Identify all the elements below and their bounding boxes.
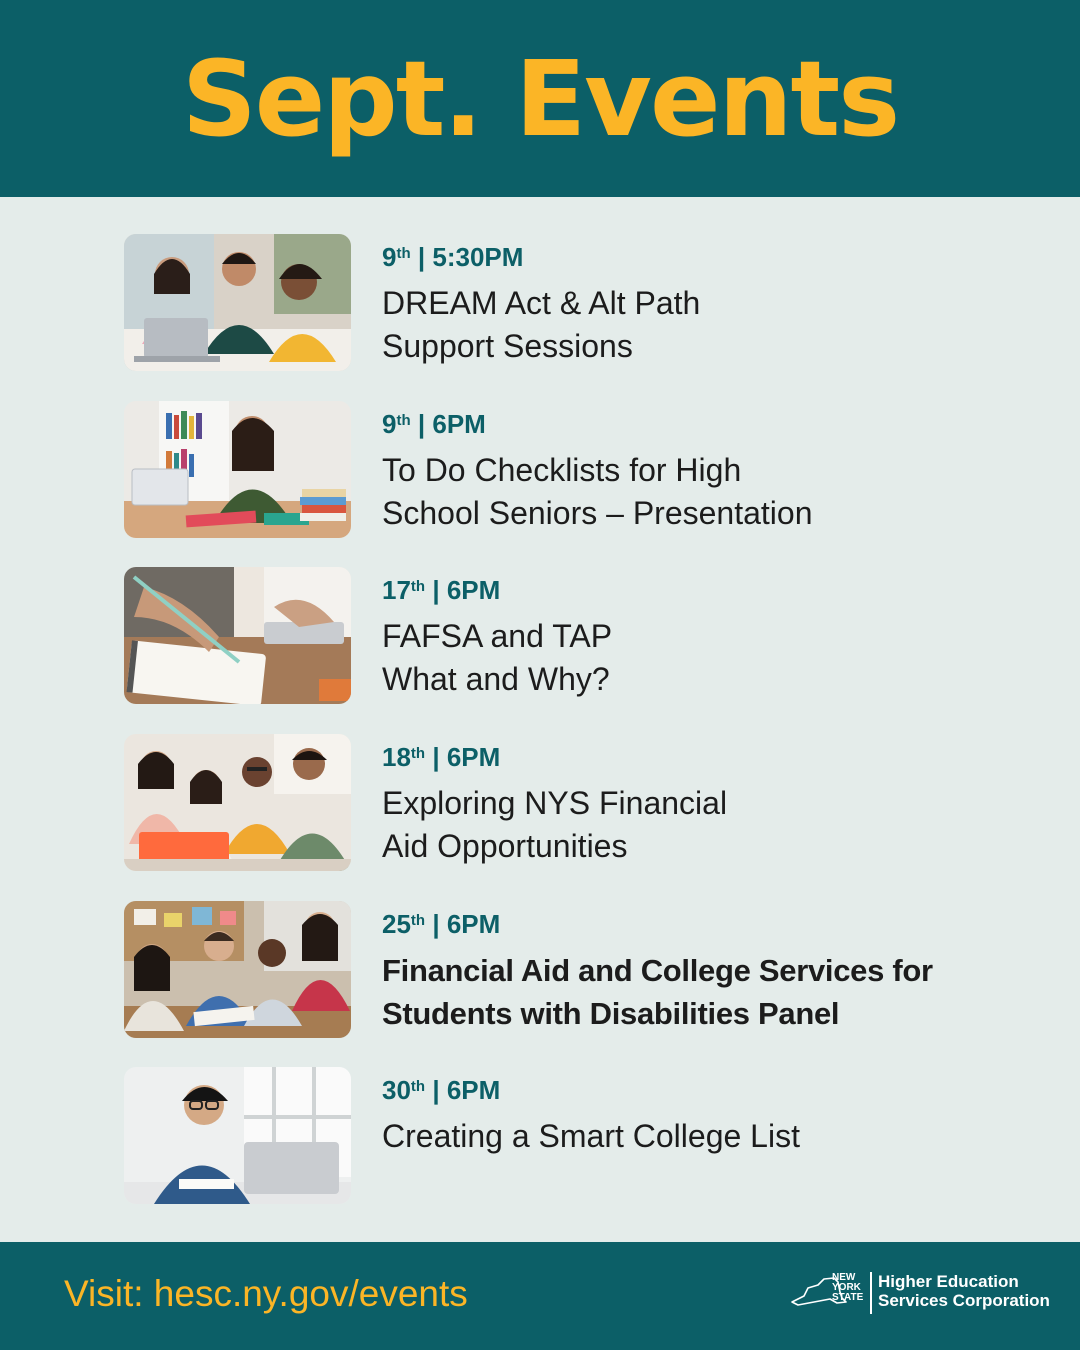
header-banner	[0, 0, 1080, 197]
event-photo-student-writing	[124, 401, 351, 538]
event-item[interactable]	[124, 234, 1044, 374]
agency-name: Higher Education Services Corporation	[878, 1272, 1050, 1310]
event-item[interactable]	[124, 901, 1044, 1041]
event-photo-notebook-pencil	[124, 567, 351, 704]
events-list	[0, 197, 1080, 1242]
page-title: Sept. Events	[181, 37, 899, 160]
ny-state-wordmark: NEW YORK STATE	[832, 1272, 864, 1303]
event-photo-students-laptop	[124, 234, 351, 371]
event-title: Exploring NYS Financial Aid Opportunities	[382, 785, 728, 864]
events-url-link[interactable]: Visit: hesc.ny.gov/events	[64, 1273, 468, 1314]
logo-divider	[870, 1272, 872, 1314]
event-item[interactable]	[124, 734, 1044, 874]
event-date: 17th | 6PM	[382, 575, 501, 605]
event-title: DREAM Act & Alt Path Support Sessions	[382, 285, 701, 364]
event-title: To Do Checklists for High School Seniors – Presentation	[382, 452, 813, 531]
event-date: 25th | 6PM	[382, 909, 501, 939]
hesc-logo	[790, 1270, 1050, 1322]
event-date: 9th | 6PM	[382, 409, 486, 439]
event-date: 18th | 6PM	[382, 742, 501, 772]
event-item[interactable]	[124, 401, 1044, 541]
event-item[interactable]	[124, 1067, 1044, 1207]
event-item[interactable]	[124, 567, 1044, 707]
event-title: FAFSA and TAP What and Why?	[382, 618, 613, 697]
event-photo-classroom-group	[124, 901, 351, 1038]
event-photo-group-laptop	[124, 734, 351, 871]
event-date: 9th | 5:30PM	[382, 242, 524, 272]
event-title: Financial Aid and College Services for Students with Disabilities Panel	[382, 953, 933, 1031]
event-photo-student-glasses	[124, 1067, 351, 1204]
event-title: Creating a Smart College List	[382, 1118, 800, 1154]
footer-bar	[0, 1242, 1080, 1350]
event-date: 30th | 6PM	[382, 1075, 501, 1105]
